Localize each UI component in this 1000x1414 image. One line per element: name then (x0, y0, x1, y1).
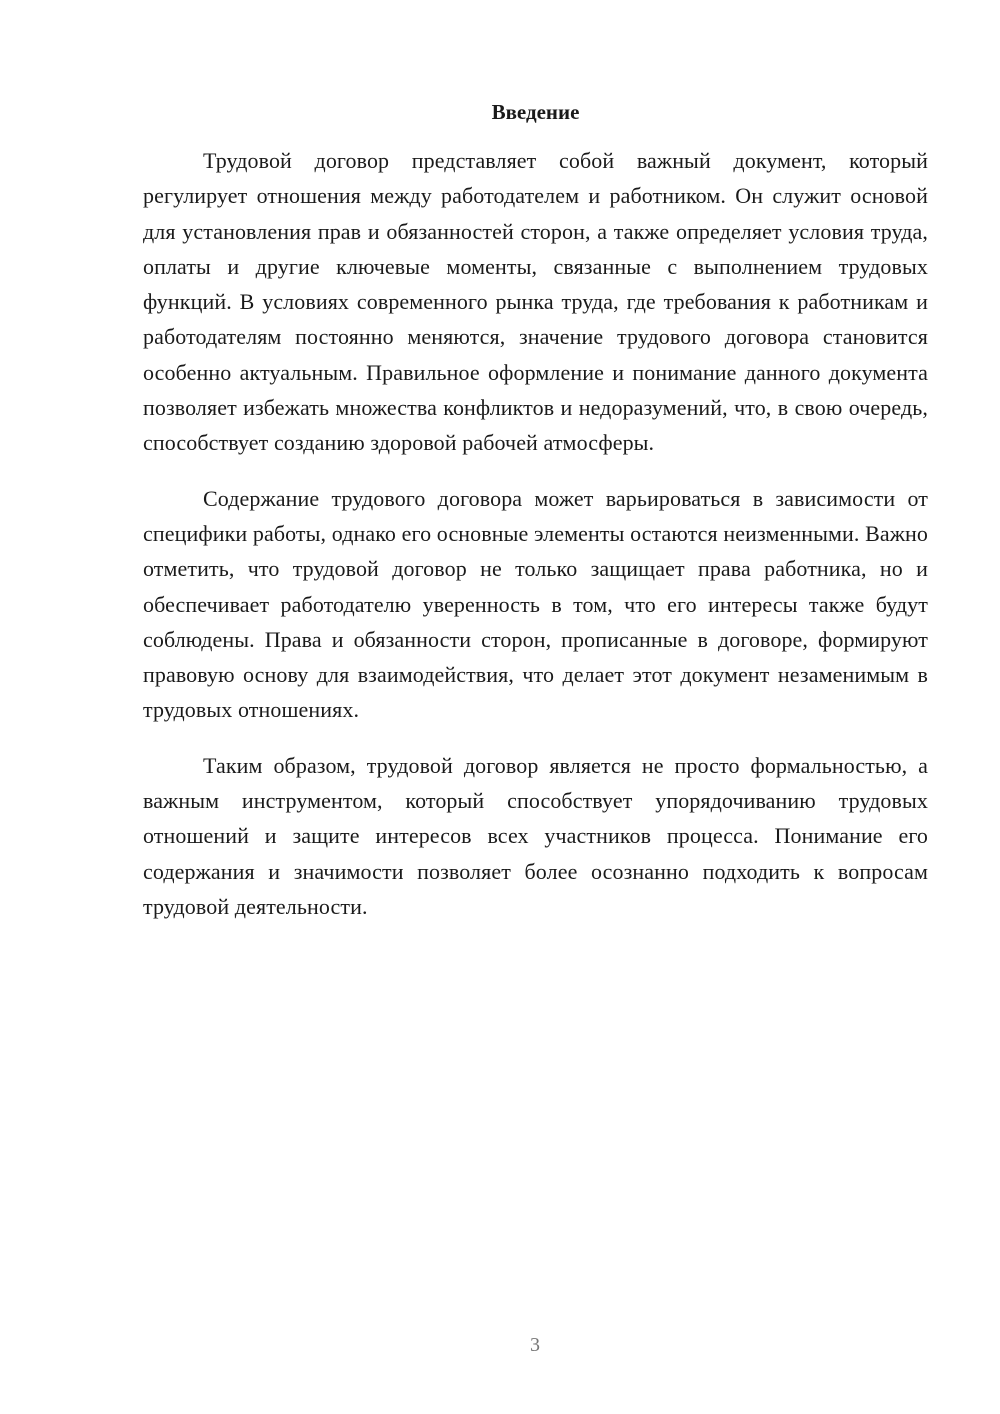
paragraph-3: Таким образом, трудовой договор является не просто формальностью, а важным инструментом, который способствует упорядочиванию трудовых отношений и защите интересов всех участников процесса. Понимание его содержания и значимости позволяет более осознанно подходить к вопросам трудовой деятельности. (143, 752, 928, 919)
paragraph-1: Трудовой договор представляет собой важный документ, который регулирует отношения между работодателем и работником. Он служит основой для установления прав и обязанностей сторон, а также определяет условия труда, оплаты и другие ключевые моменты, связанные с выполнением трудовых функций. В условиях современного рынка труда, где требования к работникам и работодателям постоянно меняются, значение трудового договора становится особенно актуальным. Правильное оформление и понимание данного документа позволяет избежать множества конфликтов и недоразумений, что, в свою очередь, способствует созданию здоровой рабочей атмосферы. (143, 148, 928, 456)
paragraph-2: Содержание трудового договора может варьироваться в зависимости от специфики работы, однако его основные элементы остаются неизменными. Важно отметить, что трудовой договор не только защищает права работника, но и обеспечивает работодателю уверенность в том, что его интересы также будут соблюдены. Права и обязанности сторон, прописанные в договоре, формируют правовую основу для взаимодействия, что делает этот документ незаменимым в трудовых отношениях. (143, 485, 928, 723)
page-number: 3 (530, 1334, 540, 1356)
body-text (143, 143, 928, 944)
page-title: Введение (491, 100, 580, 124)
